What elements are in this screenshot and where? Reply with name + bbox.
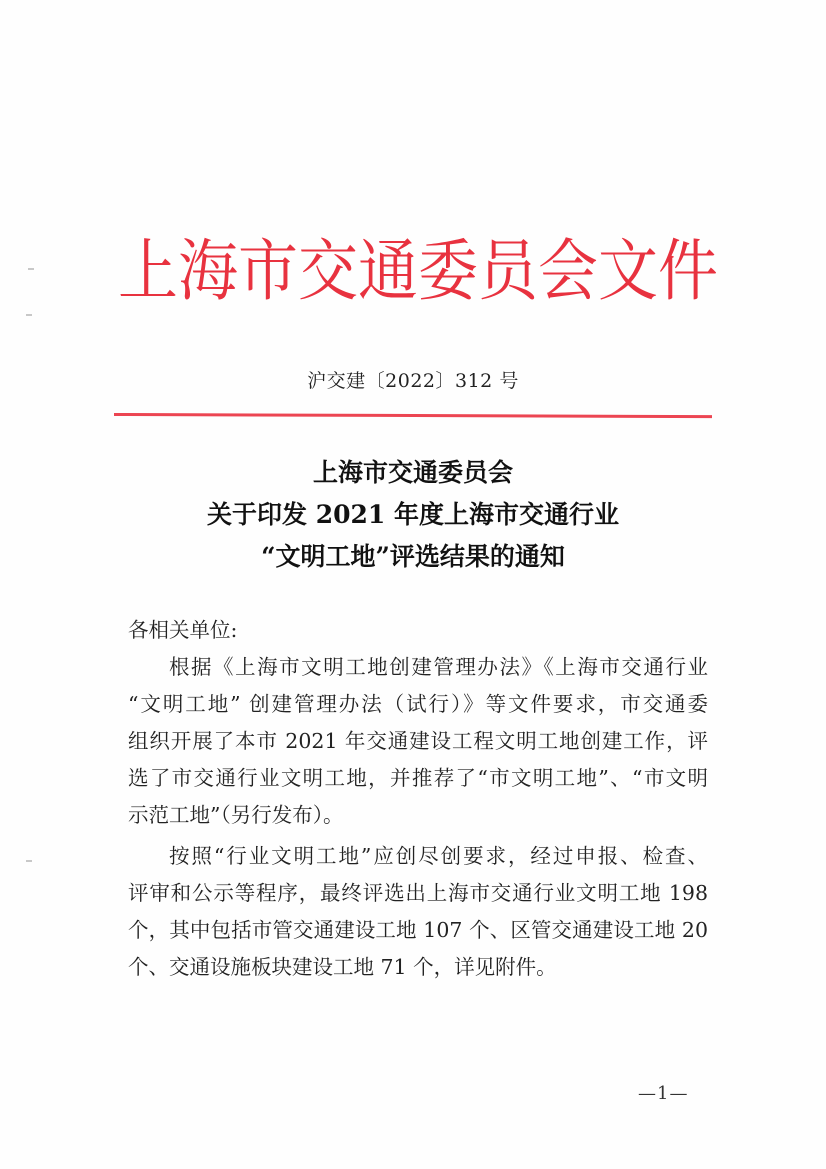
scan-artifact — [26, 860, 32, 862]
paragraph-line: 个，其中包括市管交通建设工地 107 个、区管交通建设工地 20 — [128, 918, 708, 942]
document-number: 沪交建〔2022〕312 号 — [307, 370, 519, 392]
red-divider-rule — [114, 413, 712, 418]
document-title — [0, 452, 826, 578]
scan-artifact — [26, 314, 32, 316]
paragraph-line: 个、交通设施板块建设工地 71 个，详见附件。 — [128, 955, 557, 979]
paragraph-line: 评审和公示等程序，最终评选出上海市交通行业文明工地 198 — [128, 881, 708, 905]
title-line: “文明工地”评选结果的通知 — [261, 542, 565, 571]
masthead-char: 会 — [538, 232, 598, 311]
masthead-char: 文 — [598, 232, 658, 311]
masthead-char: 海 — [178, 232, 238, 311]
masthead-char: 上 — [118, 232, 178, 311]
paragraph-line: 示范工地”（另行发布）。 — [128, 803, 344, 827]
paragraph — [128, 649, 708, 834]
masthead-char: 交 — [298, 232, 358, 311]
paragraph-line: 按照“行业文明工地”应创尽创要求，经过申报、检查、 — [169, 844, 708, 868]
paragraph-line: “文明工地” 创建管理办法（试行）》等文件要求，市交通委 — [128, 692, 708, 716]
document-masthead — [118, 221, 718, 311]
masthead-char: 员 — [478, 232, 538, 311]
paragraph-line: 组织开展了本市 2021 年交通建设工程文明工地创建工作，评 — [128, 729, 708, 753]
paragraph-line: 选了市交通行业文明工地，并推荐了“市文明工地”、“市文明 — [128, 766, 708, 790]
masthead-char: 市 — [238, 232, 298, 311]
page-number: —1— — [638, 1083, 689, 1104]
masthead-char: 委 — [418, 232, 478, 311]
document-body — [128, 612, 708, 986]
masthead-char: 件 — [658, 232, 718, 311]
masthead-char: 通 — [358, 232, 418, 311]
title-line: 上海市交通委员会 — [312, 458, 513, 487]
title-line: 关于印发 2021 年度上海市交通行业 — [207, 500, 619, 529]
paragraph — [128, 838, 708, 986]
scan-artifact — [28, 268, 34, 270]
paragraph-line: 根据《上海市文明工地创建管理办法》《上海市交通行业 — [169, 655, 708, 679]
salutation: 各相关单位: — [128, 618, 238, 642]
